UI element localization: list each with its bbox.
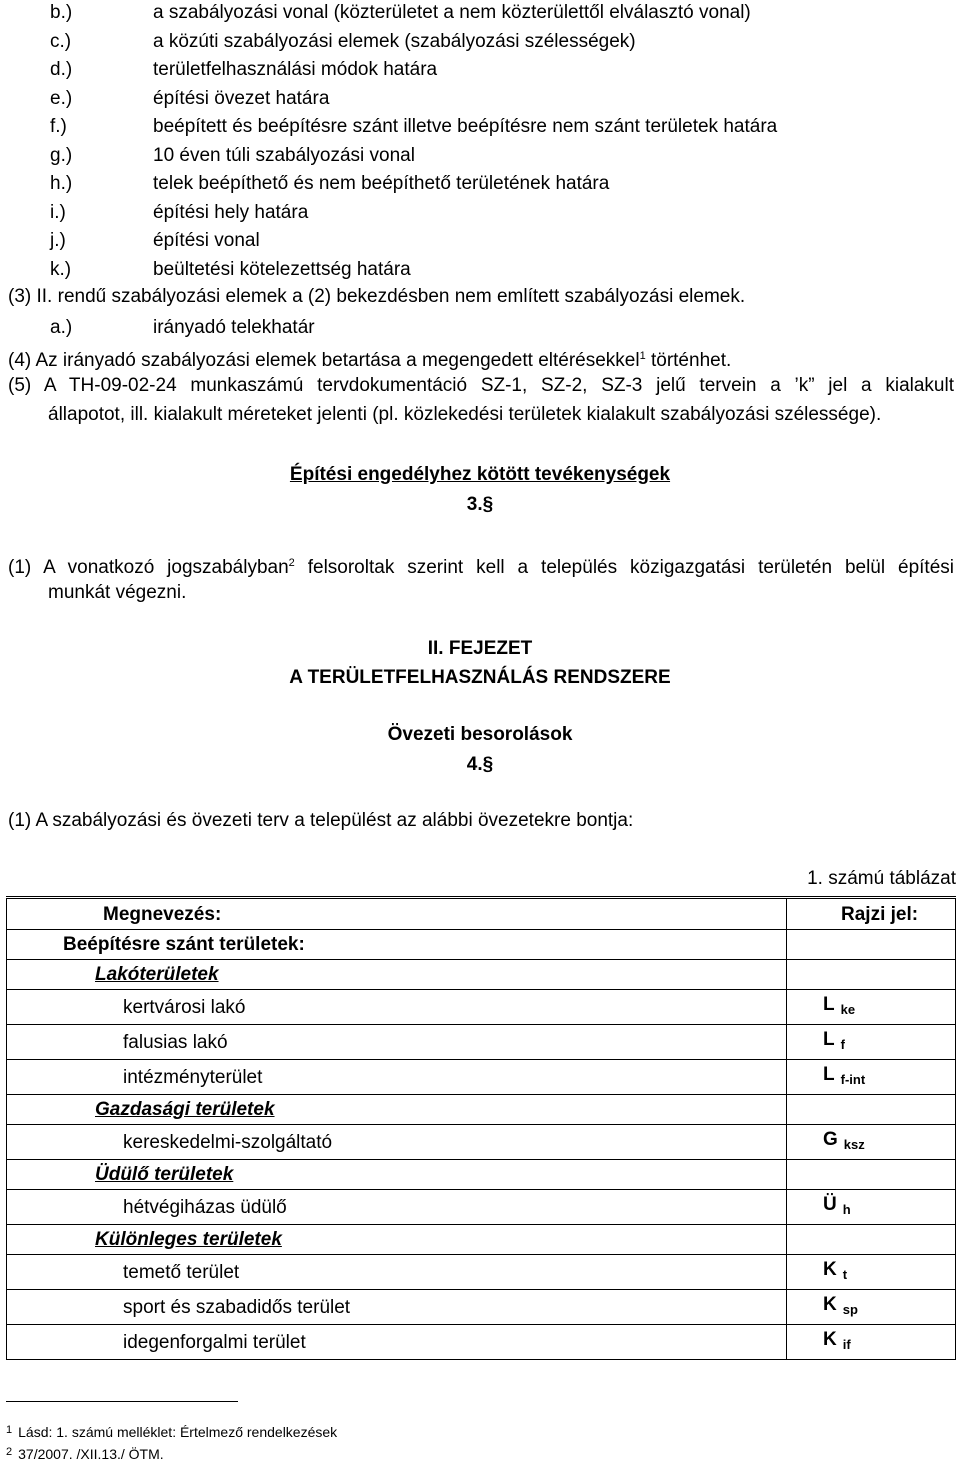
paragraph-5-line-2: állapotot, ill. kialakult méreteket jelenti (pl. közlekedési területek kialakult szabályozási szélessége). — [48, 404, 882, 425]
list-text: építési övezet határa — [153, 87, 330, 109]
zone-code — [787, 1255, 956, 1290]
zone-code-subscript: ke — [840, 1002, 856, 1017]
zone-name-text: hétvégiházas üdülő — [123, 1196, 287, 1218]
zone-code — [787, 930, 956, 960]
list-letter: d.) — [50, 59, 73, 80]
list-letter: k.) — [50, 258, 72, 280]
zone-name-text: Üdülő területek — [95, 1164, 234, 1185]
zone-name — [7, 960, 787, 990]
chapter-title: A TERÜLETFELHASZNÁLÁS RENDSZERE — [289, 667, 671, 688]
table-row — [7, 1060, 956, 1095]
paragraph-4-text: (4) Az irányadó szabályozási elemek betartása a megengedett eltérésekkel — [8, 350, 640, 371]
zone-name — [7, 1290, 787, 1325]
zone-name — [7, 930, 787, 960]
footnote-2 — [6, 1442, 164, 1464]
paragraph-3-1-line-2: munkát végezni. — [48, 582, 187, 603]
list-letter: a.) — [50, 317, 73, 338]
table-row — [7, 1025, 956, 1060]
table-row — [7, 990, 956, 1025]
list-letter: h.) — [50, 173, 73, 194]
list-text: a közúti szabályozási elemek (szabályozási szélességek) — [153, 30, 636, 52]
paragraph-4-1: (1) A szabályozási és övezeti terv a települést az alábbi övezetekre bontja: — [8, 810, 634, 831]
zone-code — [787, 1225, 956, 1255]
list-letter: i.) — [50, 201, 66, 223]
zone-name-text: Lakóterületek — [95, 964, 219, 985]
zone-code-letter: L — [823, 1064, 835, 1085]
zone-code — [787, 1290, 956, 1325]
table-row — [7, 1290, 956, 1325]
header-name: Megnevezés: — [7, 898, 787, 930]
zone-code — [787, 990, 956, 1025]
section-3-title: Építési engedélyhez kötött tevékenységek — [289, 464, 671, 485]
list-text: a szabályozási vonal (közterületet a nem közterülettől elválasztó vonal) — [153, 2, 751, 23]
table-caption: 1. számú táblázat — [807, 868, 956, 889]
zone-code-letter: K — [823, 1329, 837, 1350]
footnote-number: 1 — [6, 1424, 13, 1436]
list-letter: j.) — [50, 230, 66, 251]
zone-code — [787, 1060, 956, 1095]
list-letter: b.) — [50, 2, 73, 23]
zone-name-text: temető terület — [123, 1261, 240, 1283]
zone-name — [7, 990, 787, 1025]
zone-code-subscript: h — [842, 1202, 851, 1217]
zone-code-subscript: sp — [842, 1302, 858, 1317]
zone-code-letter: K — [823, 1294, 837, 1315]
zone-code-letter: L — [823, 994, 835, 1015]
zone-name — [7, 1160, 787, 1190]
footnote-1 — [6, 1420, 337, 1442]
zone-name — [7, 1125, 787, 1160]
zone-name-text: kertvárosi lakó — [123, 996, 246, 1018]
zone-name-text: Beépítésre szánt területek: — [63, 934, 305, 955]
footnote-separator — [6, 1401, 238, 1402]
footnote-number: 2 — [6, 1446, 13, 1458]
list-text: építési vonal — [153, 230, 260, 251]
table-row — [7, 1125, 956, 1160]
footnote-text: Lásd: 1. számú melléklet: Értelmező rendelkezések — [18, 1424, 338, 1440]
chapter-number: II. FEJEZET — [427, 638, 533, 659]
list-text: területfelhasználási módok határa — [153, 59, 438, 80]
table-row — [7, 1255, 956, 1290]
paragraph-4-text-end: történhet. — [645, 350, 732, 371]
zone-code-subscript: ksz — [843, 1137, 865, 1152]
zone-code — [787, 960, 956, 990]
header-code: Rajzi jel: — [787, 898, 956, 930]
zone-name — [7, 1255, 787, 1290]
section-4-title: Övezeti besorolások — [387, 724, 573, 745]
zone-code — [787, 1190, 956, 1225]
zone-name-text: intézményterület — [123, 1066, 263, 1088]
list-text: beépített és beépítésre szánt illetve beépítésre nem szánt területek határa — [153, 116, 778, 137]
footnote-ref-1[interactable]: 1 — [639, 350, 646, 362]
zone-name — [7, 1190, 787, 1225]
zone-name — [7, 1095, 787, 1125]
zone-code-subscript: f-int — [840, 1072, 866, 1087]
zone-code-subscript: f — [840, 1037, 845, 1052]
list-letter: g.) — [50, 144, 73, 166]
zone-name-text: falusias lakó — [123, 1031, 228, 1053]
zone-code-subscript: if — [842, 1337, 851, 1352]
list-text: építési hely határa — [153, 201, 309, 223]
table-row — [7, 930, 956, 960]
list-letter: e.) — [50, 87, 73, 109]
paragraph-5-line-1: (5) A TH-09-02-24 munkaszámú tervdokumentáció SZ-1, SZ-2, SZ-3 jelű tervein a ’k” jel a kialakult — [8, 375, 954, 396]
section-3-number: 3.§ — [466, 494, 494, 515]
paragraph-3-1-text-end: felsoroltak szerint kell a település közigazgatási területén belül építési — [294, 557, 954, 578]
zone-name-text: kereskedelmi-szolgáltató — [123, 1131, 333, 1153]
table-header-row — [7, 898, 956, 930]
zone-name-text: Gazdasági területek — [95, 1099, 275, 1120]
zone-code-letter: L — [823, 1029, 835, 1050]
table-row — [7, 1225, 956, 1255]
table-row — [7, 1160, 956, 1190]
zone-name — [7, 1025, 787, 1060]
paragraph-3-1-text: (1) A vonatkozó jogszabályban — [8, 557, 289, 578]
zone-code — [787, 1025, 956, 1060]
zone-name — [7, 1060, 787, 1095]
zone-name — [7, 1225, 787, 1255]
list-letter: f.) — [50, 116, 67, 137]
list-text: telek beépíthető és nem beépíthető területének határa — [153, 173, 610, 194]
table-row — [7, 1095, 956, 1125]
zone-code — [787, 1095, 956, 1125]
zoning-table — [6, 896, 956, 1360]
footnote-text: 37/2007. /XII.13./ ÖTM. — [18, 1446, 164, 1462]
zone-name — [7, 1325, 787, 1360]
zone-name-text: sport és szabadidős terület — [123, 1296, 351, 1318]
zone-code-subscript: t — [842, 1267, 848, 1282]
list-text: 10 éven túli szabályozási vonal — [153, 144, 415, 166]
zone-name-text: Különleges területek — [95, 1229, 282, 1250]
paragraph-3: (3) II. rendű szabályozási elemek a (2) bekezdésben nem említett szabályozási elemek. — [8, 286, 746, 307]
zone-code — [787, 1325, 956, 1360]
table-row — [7, 1325, 956, 1360]
section-4-number: 4.§ — [466, 754, 494, 775]
zone-code-letter: Ü — [823, 1194, 837, 1215]
zone-code-letter: K — [823, 1259, 837, 1280]
list-text: irányadó telekhatár — [153, 317, 315, 338]
zone-name-text: idegenforgalmi terület — [123, 1331, 306, 1353]
zone-code — [787, 1125, 956, 1160]
zone-code-letter: G — [823, 1129, 838, 1150]
table-row — [7, 960, 956, 990]
zone-code — [787, 1160, 956, 1190]
table-row — [7, 1190, 956, 1225]
list-letter: c.) — [50, 30, 72, 52]
list-text: beültetési kötelezettség határa — [153, 258, 411, 280]
footnote-ref-2[interactable]: 2 — [288, 557, 295, 569]
